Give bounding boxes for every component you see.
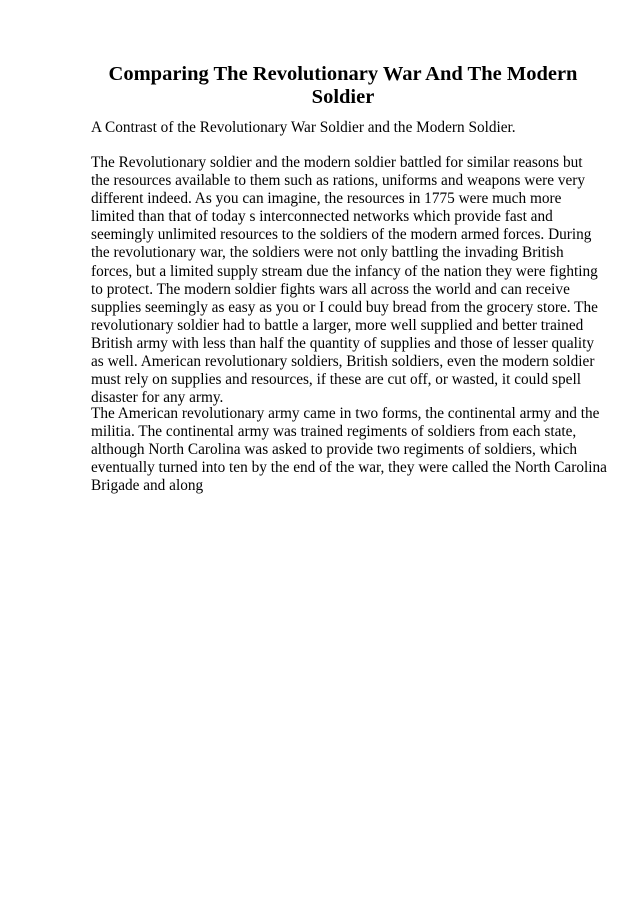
text-line: although North Carolina was asked to provide two regiments of soldiers, which xyxy=(91,441,578,459)
text-line: the resources available to them such as rations, uniforms and weapons were very xyxy=(91,172,586,190)
text-line: the revolutionary war, the soldiers were not only battling the invading British xyxy=(91,244,564,262)
text-line: The American revolutionary army came in two forms, the continental army and the xyxy=(91,405,600,422)
paragraph-2 xyxy=(91,405,607,495)
document-title xyxy=(100,63,586,109)
text-line: Brigade and along xyxy=(91,477,204,495)
text-line: must rely on supplies and resources, if these are cut off, or wasted, it could spell xyxy=(91,371,581,389)
text-line: eventually turned into ten by the end of the war, they were called the North Carolina xyxy=(91,459,607,477)
text-line: supplies seemingly as easy as you or I could buy bread from the grocery store. The xyxy=(91,298,598,316)
text-line: British army with less than half the quantity of supplies and those of lesser quality xyxy=(91,334,595,352)
text-line: revolutionary soldier had to battle a larger, more well supplied and better trained xyxy=(91,316,584,334)
text-line: militia. The continental army was trained regiments of soldiers from each state, xyxy=(91,423,577,441)
title-line: Soldier xyxy=(311,86,375,108)
title-line: Comparing The Revolutionary War And The Modern xyxy=(108,63,578,85)
text-line: as well. American revolutionary soldiers, British soldiers, even the modern soldier xyxy=(91,353,595,371)
text-line: disaster for any army. xyxy=(91,389,224,407)
text-line: forces, but a limited supply stream due the infancy of the nation they were fighting xyxy=(91,262,598,280)
paragraph-1 xyxy=(91,154,598,407)
text-line: to protect. The modern soldier fights wars all across the world and can receive xyxy=(91,280,570,298)
text-line: limited than that of today s interconnected networks which provide fast and xyxy=(91,208,553,226)
text-line: seemingly unlimited resources to the soldiers of the modern armed forces. During xyxy=(91,226,592,244)
document-subtitle: A Contrast of the Revolutionary War Soldier and the Modern Soldier. xyxy=(91,119,516,136)
text-line: different indeed. As you can imagine, the resources in 1775 were much more xyxy=(91,190,562,208)
text-line: The Revolutionary soldier and the modern soldier battled for similar reasons but xyxy=(91,154,583,171)
